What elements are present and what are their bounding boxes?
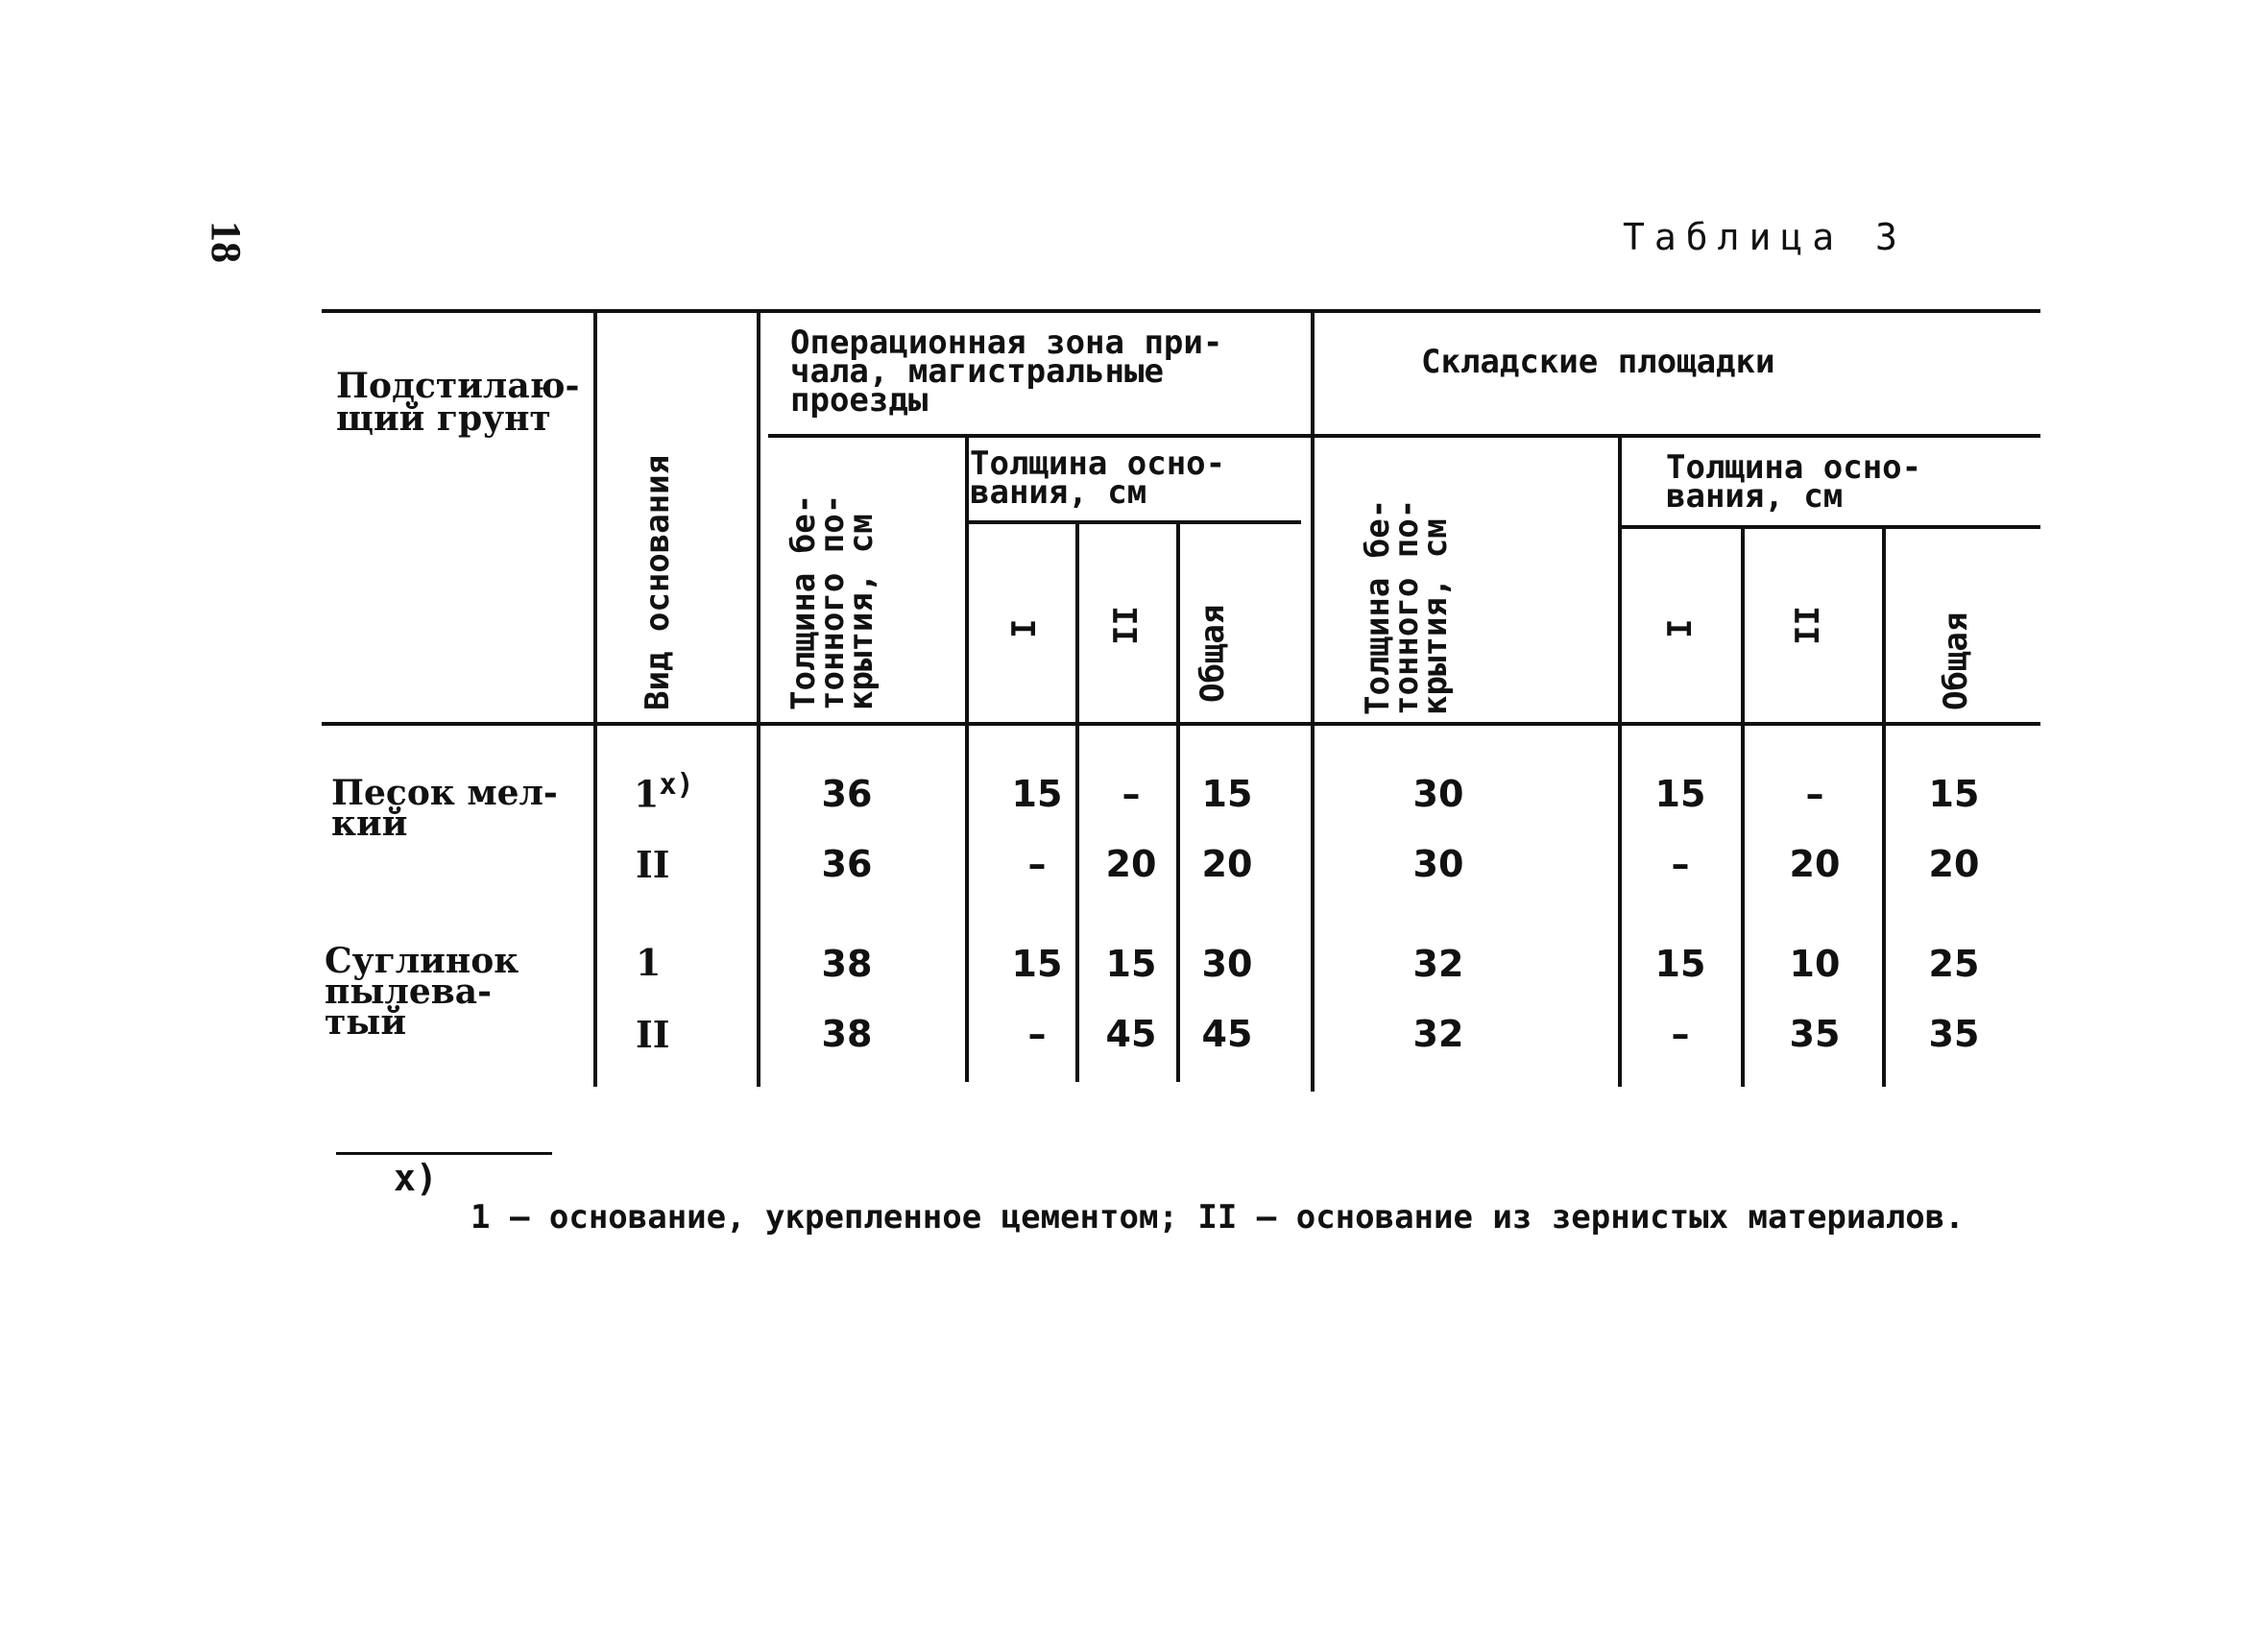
header-col-i-1: I [1005, 618, 1044, 638]
cell-r1-c6: 15 [1654, 773, 1706, 815]
col-divider-8 [1741, 525, 1745, 1087]
page-number: 18 [203, 221, 250, 263]
header-col-ii-2: II [1789, 606, 1827, 645]
table-top-rule [322, 309, 2040, 313]
row4-base-type: II [636, 1013, 670, 1056]
cell-r3-c4: 30 [1201, 943, 1253, 985]
cell-r1-c1: 36 [821, 773, 873, 815]
header-zone-operational: Операционная зона при- чала, магистральные проезды [790, 324, 1223, 420]
cell-r2-c4: 20 [1201, 843, 1253, 885]
cell-r3-c1: 38 [821, 943, 873, 985]
table-title: Таблица 3 [1623, 216, 1907, 258]
cell-r1-c8: 15 [1928, 773, 1980, 815]
cell-r2-c6: – [1671, 843, 1690, 885]
col-divider-9 [1882, 525, 1886, 1087]
row-soil-loam: Суглинок пылева- тый [325, 941, 519, 1043]
cell-r3-c6: 15 [1654, 943, 1706, 985]
cell-r3-c7: 10 [1789, 943, 1841, 985]
header-bottom-rule [322, 722, 2040, 726]
cell-r3-c3: 15 [1105, 943, 1157, 985]
footnote-mark: x) [394, 1157, 438, 1199]
header-soil: Подстилаю- щий грунт [336, 366, 580, 439]
header-col-ii-1: II [1107, 606, 1146, 645]
footnote-ref: x) [659, 768, 694, 802]
row2-base-type: II [636, 843, 670, 886]
cell-r2-c8: 20 [1928, 843, 1980, 885]
row-soil-sand: Песок мел- кий [331, 773, 558, 844]
cell-r4-c5: 32 [1412, 1013, 1464, 1055]
row1-base-type-value: 1 [634, 772, 660, 816]
cell-r2-c7: 20 [1789, 843, 1841, 885]
header-base-type: Вид основания [639, 454, 677, 710]
cell-r2-c1: 36 [821, 843, 873, 885]
cell-r4-c4: 45 [1201, 1013, 1253, 1055]
row1-base-type [634, 768, 694, 816]
header-concrete-thickness-2: Толщина бе- тонного по- крытия, см [1359, 498, 1455, 715]
cell-r3-c8: 25 [1928, 943, 1980, 985]
header-col-total-1: Общая [1194, 604, 1232, 703]
cell-r3-c5: 32 [1412, 943, 1464, 985]
header-concrete-thickness-1: Толщина бе- тонного по- крытия, см [784, 493, 881, 710]
footnote-text: 1 – основание, укрепленное цементом; II – основание из зернистых материалов. [470, 1198, 1965, 1237]
cell-r3-c2: 15 [1011, 943, 1063, 985]
col-divider-2 [757, 309, 760, 1087]
col-divider-3 [965, 434, 969, 1082]
cell-r1-c4: 15 [1201, 773, 1253, 815]
base-thickness-rule-1 [965, 520, 1301, 524]
header-col-total-2: Общая [1937, 612, 1975, 710]
cell-r4-c8: 35 [1928, 1013, 1980, 1055]
cell-r1-c7: – [1805, 773, 1824, 815]
cell-r2-c2: – [1027, 843, 1047, 885]
col-divider-6 [1311, 309, 1315, 1092]
cell-r1-c3: – [1122, 773, 1141, 815]
cell-r2-c5: 30 [1412, 843, 1464, 885]
cell-r4-c6: – [1671, 1013, 1690, 1055]
cell-r2-c3: 20 [1105, 843, 1157, 885]
header-zone-storage: Складские площадки [1421, 343, 1775, 381]
zone-subheader-rule [768, 434, 2040, 438]
cell-r4-c7: 35 [1789, 1013, 1841, 1055]
col-divider-7 [1618, 434, 1622, 1087]
col-divider-1 [593, 309, 597, 1087]
base-thickness-rule-2 [1618, 525, 2040, 529]
header-base-thickness-1: Толщина осно- вания, см [970, 444, 1226, 512]
cell-r4-c3: 45 [1105, 1013, 1157, 1055]
cell-r4-c2: – [1027, 1013, 1047, 1055]
row3-base-type: 1 [636, 941, 662, 984]
cell-r1-c5: 30 [1412, 773, 1464, 815]
footnote-rule [336, 1152, 552, 1155]
cell-r1-c2: 15 [1011, 773, 1063, 815]
header-col-i-2: I [1661, 618, 1700, 638]
cell-r4-c1: 38 [821, 1013, 873, 1055]
header-base-thickness-2: Толщина осно- вания, см [1666, 448, 1922, 516]
